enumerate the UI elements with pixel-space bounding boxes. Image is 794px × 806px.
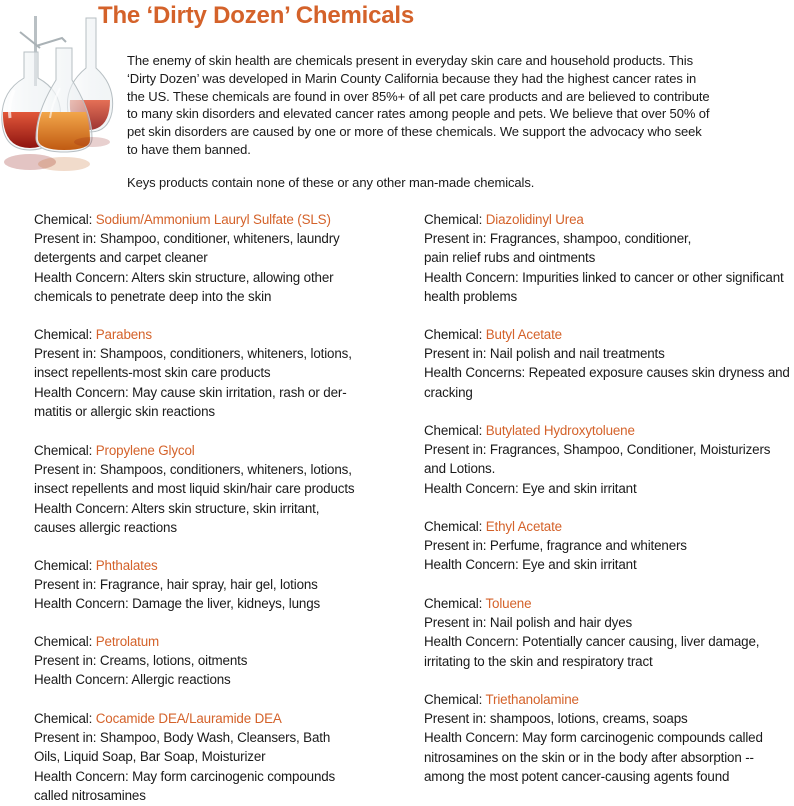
entry-line: Present in: shampoos, lotions, creams, soaps: [424, 711, 688, 727]
entry-line: Health Concern: Allergic reactions: [34, 672, 231, 688]
entry-line: Health Concern: Potentially cancer causing, liver damage,: [424, 634, 760, 650]
chemical-label: Chemical:: [424, 212, 486, 227]
entry-line: insect repellents and most liquid skin/hair care products: [34, 481, 355, 497]
chemical-entry: [34, 556, 394, 614]
entry-line: Present in: Shampoos, conditioners, whiteners, lotions,: [34, 462, 352, 478]
chemical-label: Chemical:: [34, 711, 96, 726]
chemical-name: Propylene Glycol: [95, 443, 195, 458]
entry-line: Health Concern: May form carcinogenic compounds called: [424, 730, 763, 746]
page-title: The ‘Dirty Dozen’ Chemicals: [98, 2, 415, 29]
entry-line: Present in: Perfume, fragrance and whiteners: [424, 538, 687, 554]
entry-line: among the most potent cancer-causing agents found: [424, 768, 730, 784]
chemical-entry: [34, 632, 394, 690]
chemical-entry: [424, 421, 794, 498]
chemical-name: Triethanolamine: [485, 692, 579, 707]
chemical-entry: [34, 325, 394, 421]
chemical-name: Toluene: [485, 596, 532, 611]
chemical-label: Chemical:: [424, 519, 486, 534]
chemical-label: Chemical:: [34, 634, 96, 649]
entry-line: cracking: [424, 384, 473, 400]
chemical-name: Ethyl Acetate: [485, 519, 562, 534]
chemical-entry: [424, 690, 794, 786]
entry-line: causes allergic reactions: [34, 519, 177, 535]
entry-line: matitis or allergic skin reactions: [34, 403, 215, 419]
entry-line: Health Concerns: Repeated exposure causes skin dryness and: [424, 365, 790, 381]
chemical-entry: [424, 210, 794, 306]
chemical-label: Chemical:: [34, 443, 96, 458]
entry-line: pain relief rubs and ointments: [424, 250, 596, 266]
entry-line: Present in: Nail polish and nail treatments: [424, 346, 665, 362]
intro-line: The enemy of skin health are chemicals present in everyday skin care and household products. This: [127, 53, 693, 68]
chemical-entry: [34, 709, 394, 805]
chemical-entry: [424, 517, 794, 575]
chemical-name: Parabens: [95, 327, 152, 342]
intro-paragraph: [127, 52, 777, 159]
chemical-entry: [34, 441, 394, 537]
chemical-label: Chemical:: [424, 327, 486, 342]
entry-line: Present in: Nail polish and hair dyes: [424, 615, 633, 631]
entry-line: Present in: Shampoo, conditioner, whiteners, laundry: [34, 231, 340, 247]
chemical-label: Chemical:: [34, 327, 96, 342]
entry-line: Present in: Shampoo, Body Wash, Cleansers, Bath: [34, 730, 331, 746]
entry-line: Health Concern: Damage the liver, kidneys, lungs: [34, 596, 321, 612]
chemical-entry: [424, 594, 794, 671]
entry-line: Health Concern: Alters skin structure, allowing other: [34, 269, 334, 285]
intro-line: to have them banned.: [127, 141, 251, 157]
entry-line: Health Concern: Impurities linked to cancer or other significant: [424, 269, 784, 285]
entry-line: Health Concern: May form carcinogenic compounds: [34, 768, 336, 784]
entry-line: Health Concern: Eye and skin irritant: [424, 557, 637, 573]
entry-line: Present in: Fragrances, shampoo, conditioner,: [424, 231, 692, 247]
chemical-name: Butyl Acetate: [485, 327, 562, 342]
chemical-label: Chemical:: [424, 423, 486, 438]
entry-line: detergents and carpet cleaner: [34, 250, 208, 266]
chemical-label: Chemical:: [34, 558, 96, 573]
entry-line: health problems: [424, 288, 518, 304]
chemical-entry: [424, 325, 794, 402]
intro-line: the US. These chemicals are found in over 85%+ of all pet care products and are believed to contribute: [127, 88, 710, 104]
entry-line: Present in: Creams, lotions, oitments: [34, 653, 248, 669]
keys-note: Keys products contain none of these or any other man-made chemicals.: [127, 175, 535, 190]
intro-line: ‘Dirty Dozen’ was developed in Marin County California because they had the highest cancer rates in: [127, 70, 697, 86]
entry-line: chemicals to penetrate deep into the skin: [34, 288, 272, 304]
entry-line: insect repellents-most skin care products: [34, 365, 271, 381]
intro-line: to many skin disorders and elevated cancer rates among people and pets. We believe that over 50% of: [127, 106, 710, 122]
intro-line: pet skin disorders are caused by one or more of these chemicals. We support the advocacy who seek: [127, 124, 702, 140]
entry-line: nitrosamines on the skin or in the body after absorption --: [424, 749, 754, 765]
entry-line: Health Concern: Alters skin structure, skin irritant,: [34, 500, 320, 516]
entry-line: Present in: Fragrance, hair spray, hair gel, lotions: [34, 577, 318, 593]
chemical-name: Sodium/Ammonium Lauryl Sulfate (SLS): [95, 212, 331, 227]
entry-line: Present in: Shampoos, conditioners, whiteners, lotions,: [34, 346, 352, 362]
entry-line: called nitrosamines: [34, 787, 146, 803]
laboratory-flasks-illustration: [0, 8, 118, 193]
chemical-label: Chemical:: [424, 692, 486, 707]
entry-line: Oils, Liquid Soap, Bar Soap, Moisturizer: [34, 749, 266, 765]
chemical-label: Chemical:: [34, 212, 96, 227]
chemical-name: Butylated Hydroxytoluene: [485, 423, 635, 438]
entry-line: Health Concern: Eye and skin irritant: [424, 480, 637, 496]
chemical-name: Phthalates: [95, 558, 158, 573]
entry-line: irritating to the skin and respiratory tract: [424, 653, 653, 669]
chemical-name: Cocamide DEA/Lauramide DEA: [95, 711, 282, 726]
chemical-label: Chemical:: [424, 596, 486, 611]
entry-line: Health Concern: May cause skin irritation, rash or der-: [34, 384, 347, 400]
entry-line: Present in: Fragrances, Shampoo, Conditioner, Moisturizers: [424, 442, 771, 458]
chemical-name: Petrolatum: [95, 634, 160, 649]
chemical-entry: [34, 210, 394, 306]
entry-line: and Lotions.: [424, 461, 496, 477]
chemical-name: Diazolidinyl Urea: [485, 212, 584, 227]
